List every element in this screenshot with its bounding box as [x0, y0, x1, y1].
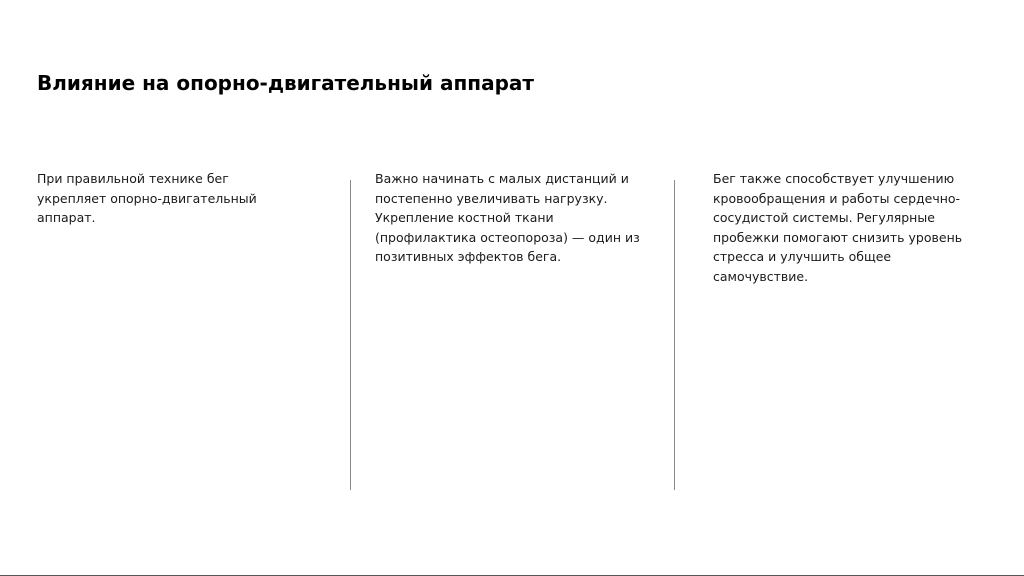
column-divider-1 — [350, 180, 351, 490]
column-text-3: Бег также способствует улучшению кровообращения и работы сердечно-сосудистой системы. Регулярные пробежки помогают снизить уровень стресса и улучшить общее самочувствие. — [713, 171, 963, 284]
column-text-1: При правильной технике бег укрепляет опорно-двигательный аппарат. — [37, 171, 257, 225]
column-text-2: Важно начинать с малых дистанций и постепенно увеличивать нагрузку. Укрепление костной ткани (профилактика остеопороза) — один из позитивных эффектов бега. — [375, 171, 640, 264]
column-divider-2 — [674, 180, 675, 490]
slide-title: Влияние на опорно-двигательный аппарат — [37, 71, 534, 95]
